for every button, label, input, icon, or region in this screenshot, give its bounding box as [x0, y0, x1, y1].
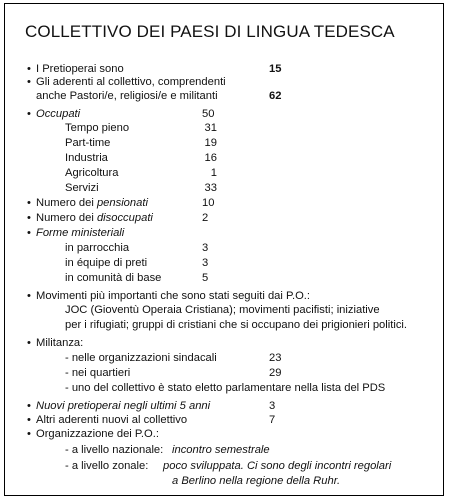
nuovi-value: 3 — [269, 400, 276, 412]
disoccupati-value: 2 — [202, 212, 209, 224]
occupati-item-label: Tempo pieno — [65, 122, 130, 134]
militanza-item-label: - nelle organizzazioni sindacali — [65, 352, 217, 364]
bullet: • — [27, 414, 31, 426]
nuovi-label: Nuovi pretioperai negli ultimi 5 anni — [36, 400, 211, 412]
occupati-item-value: 19 — [204, 137, 217, 149]
bullet: • — [27, 290, 31, 302]
organizzazione-label: Organizzazione dei P.O.: — [36, 428, 159, 440]
occupati-item-label: Agricoltura — [65, 167, 119, 179]
altri-label: Altri aderenti nuovi al collettivo — [36, 414, 188, 426]
occupati-label: Occupati — [36, 108, 81, 120]
organizzazione-nazionale-value: incontro semestrale — [172, 444, 270, 456]
ministeriali-label: Forme ministeriali — [36, 227, 125, 239]
ministeriali-item-label: in comunità di base — [65, 272, 162, 284]
militanza-label: Militanza: — [36, 337, 84, 349]
occupati-item-value: 31 — [204, 122, 217, 134]
movimenti-line1: Movimenti più importanti che sono stati seguiti dai P.O.: — [36, 290, 311, 302]
occupati-item-value: 1 — [210, 167, 217, 179]
occupati-item-value: 16 — [204, 152, 217, 164]
ministeriali-item-value: 3 — [202, 242, 209, 254]
bullet: • — [27, 212, 31, 224]
occupati-item-label: Industria — [65, 152, 108, 164]
occupati-item-value: 33 — [204, 182, 217, 194]
organizzazione-zonale-value1: poco sviluppata. Ci sono degli incontri regolari — [163, 460, 392, 472]
militanza-item-value: 23 — [269, 352, 282, 364]
bullet: • — [27, 197, 31, 209]
bullet: • — [27, 428, 31, 440]
disoccupati-prefix: Numero dei — [36, 212, 97, 224]
pensionati-prefix: Numero dei — [36, 197, 97, 209]
aderenti-line1: Gli aderenti al collettivo, comprendenti — [36, 76, 226, 88]
ministeriali-item-value: 3 — [202, 257, 209, 269]
disoccupati-line — [36, 212, 153, 225]
militanza-item-value: 29 — [269, 367, 282, 379]
occupati-item-label: Part-time — [65, 137, 111, 149]
bullet: • — [27, 400, 31, 412]
organizzazione-zonale-value2: a Berlino nella regione della Ruhr. — [172, 475, 341, 487]
pretioperai-label: I Pretioperai sono — [36, 63, 124, 75]
ministeriali-item-value: 5 — [202, 272, 209, 284]
pretioperai-value: 15 — [269, 63, 282, 75]
document-panel — [4, 3, 444, 496]
bullet: • — [27, 337, 31, 349]
movimenti-line3: per i rifugiati; gruppi di cristiani che si occupano dei prigionieri politici. — [65, 319, 408, 331]
bullet: • — [27, 227, 31, 239]
page-title: COLLETTIVO DEI PAESI DI LINGUA TEDESCA — [25, 22, 395, 41]
pensionati-value: 10 — [202, 197, 215, 209]
organizzazione-nazionale-label: - a livello nazionale: — [65, 444, 164, 456]
altri-value: 7 — [269, 414, 276, 426]
pensionati-line — [36, 197, 148, 210]
aderenti-value: 62 — [269, 90, 282, 102]
disoccupati-term: disoccupati — [96, 212, 153, 224]
movimenti-line2: JOC (Gioventù Operaia Cristiana); movimenti pacifisti; iniziative — [65, 304, 380, 316]
organizzazione-zonale-label: - a livello zonale: — [65, 460, 149, 472]
bullet: • — [27, 63, 31, 75]
ministeriali-item-label: in parrocchia — [65, 242, 130, 254]
militanza-item-label: - nei quartieri — [65, 367, 131, 379]
bullet: • — [27, 108, 31, 120]
ministeriali-item-label: in équipe di preti — [65, 257, 148, 269]
occupati-value: 50 — [202, 108, 215, 120]
militanza-item-label: - uno del collettivo è stato eletto parlamentare nella lista del PDS — [65, 382, 386, 394]
occupati-item-label: Servizi — [65, 182, 99, 194]
bullet: • — [27, 76, 31, 88]
aderenti-line2: anche Pastori/e, religiosi/e e militanti — [36, 90, 218, 102]
pensionati-term: pensionati — [96, 197, 148, 209]
